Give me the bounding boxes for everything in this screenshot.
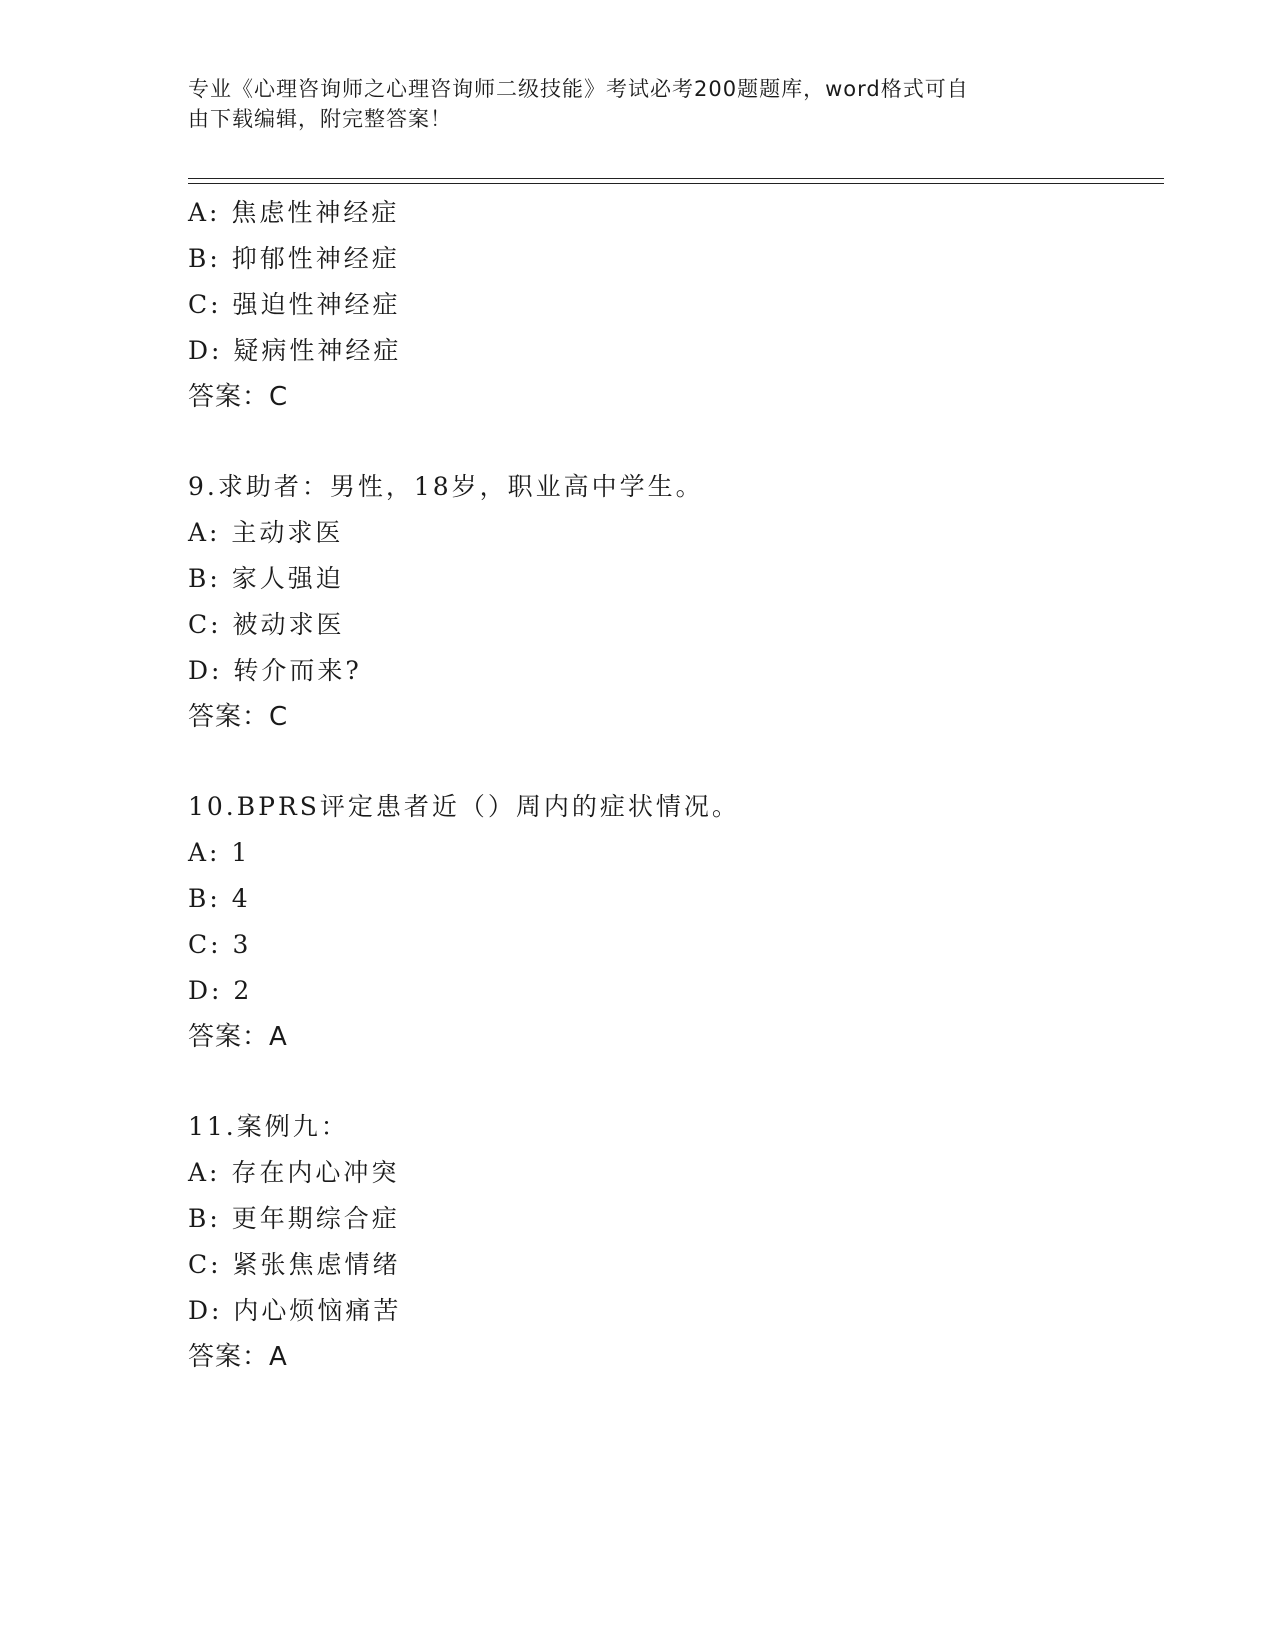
option-d: D: 2 (188, 976, 253, 1005)
option-b: B: 更年期综合症 (188, 1204, 400, 1233)
option-c: C: 紧张焦虑情绪 (188, 1250, 401, 1279)
option-a: A: 1 (188, 838, 251, 867)
question-text: 11.案例九： (188, 1112, 349, 1141)
option-b: B: 抑郁性神经症 (188, 244, 400, 273)
question-block-8 (188, 190, 1168, 420)
option-b: B: 家人强迫 (188, 564, 344, 593)
header-divider-bottom (188, 183, 1164, 184)
spacer (188, 420, 1168, 464)
header-divider-top (188, 178, 1164, 179)
option-d: D: 内心烦恼痛苦 (188, 1296, 402, 1325)
question-block-11 (188, 1104, 1168, 1380)
option-d: D: 疑病性神经症 (188, 336, 402, 365)
option-c: C: 3 (188, 930, 252, 959)
question-list (188, 190, 1168, 1380)
option-a: A: 存在内心冲突 (188, 1158, 400, 1187)
answer-label: 答案：C (188, 702, 289, 732)
spacer (188, 740, 1168, 784)
option-a: A: 主动求医 (188, 518, 344, 547)
question-text: 10.BPRS评定患者近（）周内的症状情况。 (188, 792, 740, 821)
question-block-9 (188, 464, 1168, 740)
header-line-2: 由下载编辑，附完整答案！ (188, 107, 452, 131)
answer-label: 答案：C (188, 382, 289, 412)
option-a: A: 焦虑性神经症 (188, 198, 400, 227)
question-text: 9.求助者：男性，18岁，职业高中学生。 (188, 472, 704, 501)
question-block-10 (188, 784, 1168, 1060)
option-b: B: 4 (188, 884, 251, 913)
header-line-1: 专业《心理咨询师之心理咨询师二级技能》考试必考200题题库，word格式可自 (188, 77, 969, 101)
answer-label: 答案：A (188, 1342, 288, 1372)
option-d: D: 转介而来? (188, 656, 362, 685)
spacer (188, 1060, 1168, 1104)
option-c: C: 被动求医 (188, 610, 345, 639)
answer-label: 答案：A (188, 1022, 288, 1052)
document-header (188, 74, 1088, 134)
option-c: C: 强迫性神经症 (188, 290, 401, 319)
